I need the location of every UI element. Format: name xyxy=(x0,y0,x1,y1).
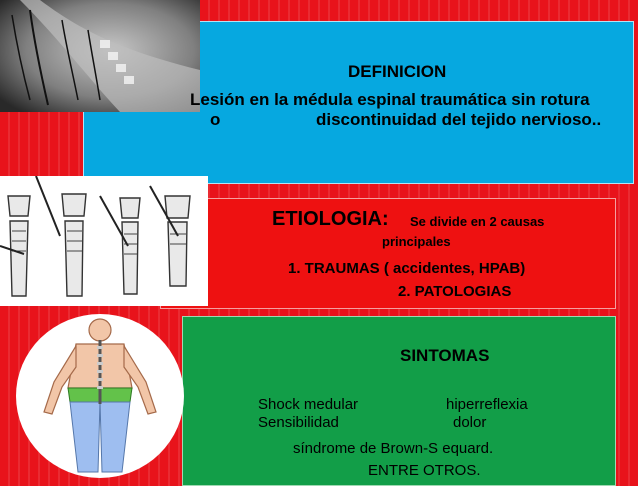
etiologia-item-traumas: 1. TRAUMAS ( accidentes, HPAB) xyxy=(288,260,526,277)
definicion-text-line2-start: o xyxy=(210,110,221,129)
cervical-spine-xray-image xyxy=(0,0,200,112)
definicion-text-line2-end: discontinuidad del tejido nervioso.. xyxy=(316,110,602,129)
sintoma-dolor: dolor xyxy=(453,414,487,431)
etiologia-subtitle-2: principales xyxy=(382,234,451,249)
definicion-title: DEFINICION xyxy=(348,62,447,81)
spinal-cord-body-figure-image xyxy=(14,312,186,479)
etiologia-item-patologias: 2. PATOLOGIAS xyxy=(398,283,512,300)
etiologia-subtitle-1: Se divide en 2 causas xyxy=(410,214,545,229)
trachea-illustration-image xyxy=(0,176,208,306)
sintoma-entre-otros: ENTRE OTROS. xyxy=(368,462,481,479)
sintoma-hiperreflexia: hiperreflexia xyxy=(446,396,528,413)
sintoma-shock-medular: Shock medular xyxy=(258,396,359,413)
sintomas-title: SINTOMAS xyxy=(400,346,490,365)
sintoma-sensibilidad: Sensibilidad xyxy=(258,414,339,431)
definicion-text-line1: Lesión en la médula espinal traumática sin rotura xyxy=(190,90,590,109)
etiologia-title: ETIOLOGIA: xyxy=(272,208,389,230)
sintomas-box xyxy=(182,316,616,486)
sintoma-brown-sequard: síndrome de Brown-S equard. xyxy=(293,440,494,457)
